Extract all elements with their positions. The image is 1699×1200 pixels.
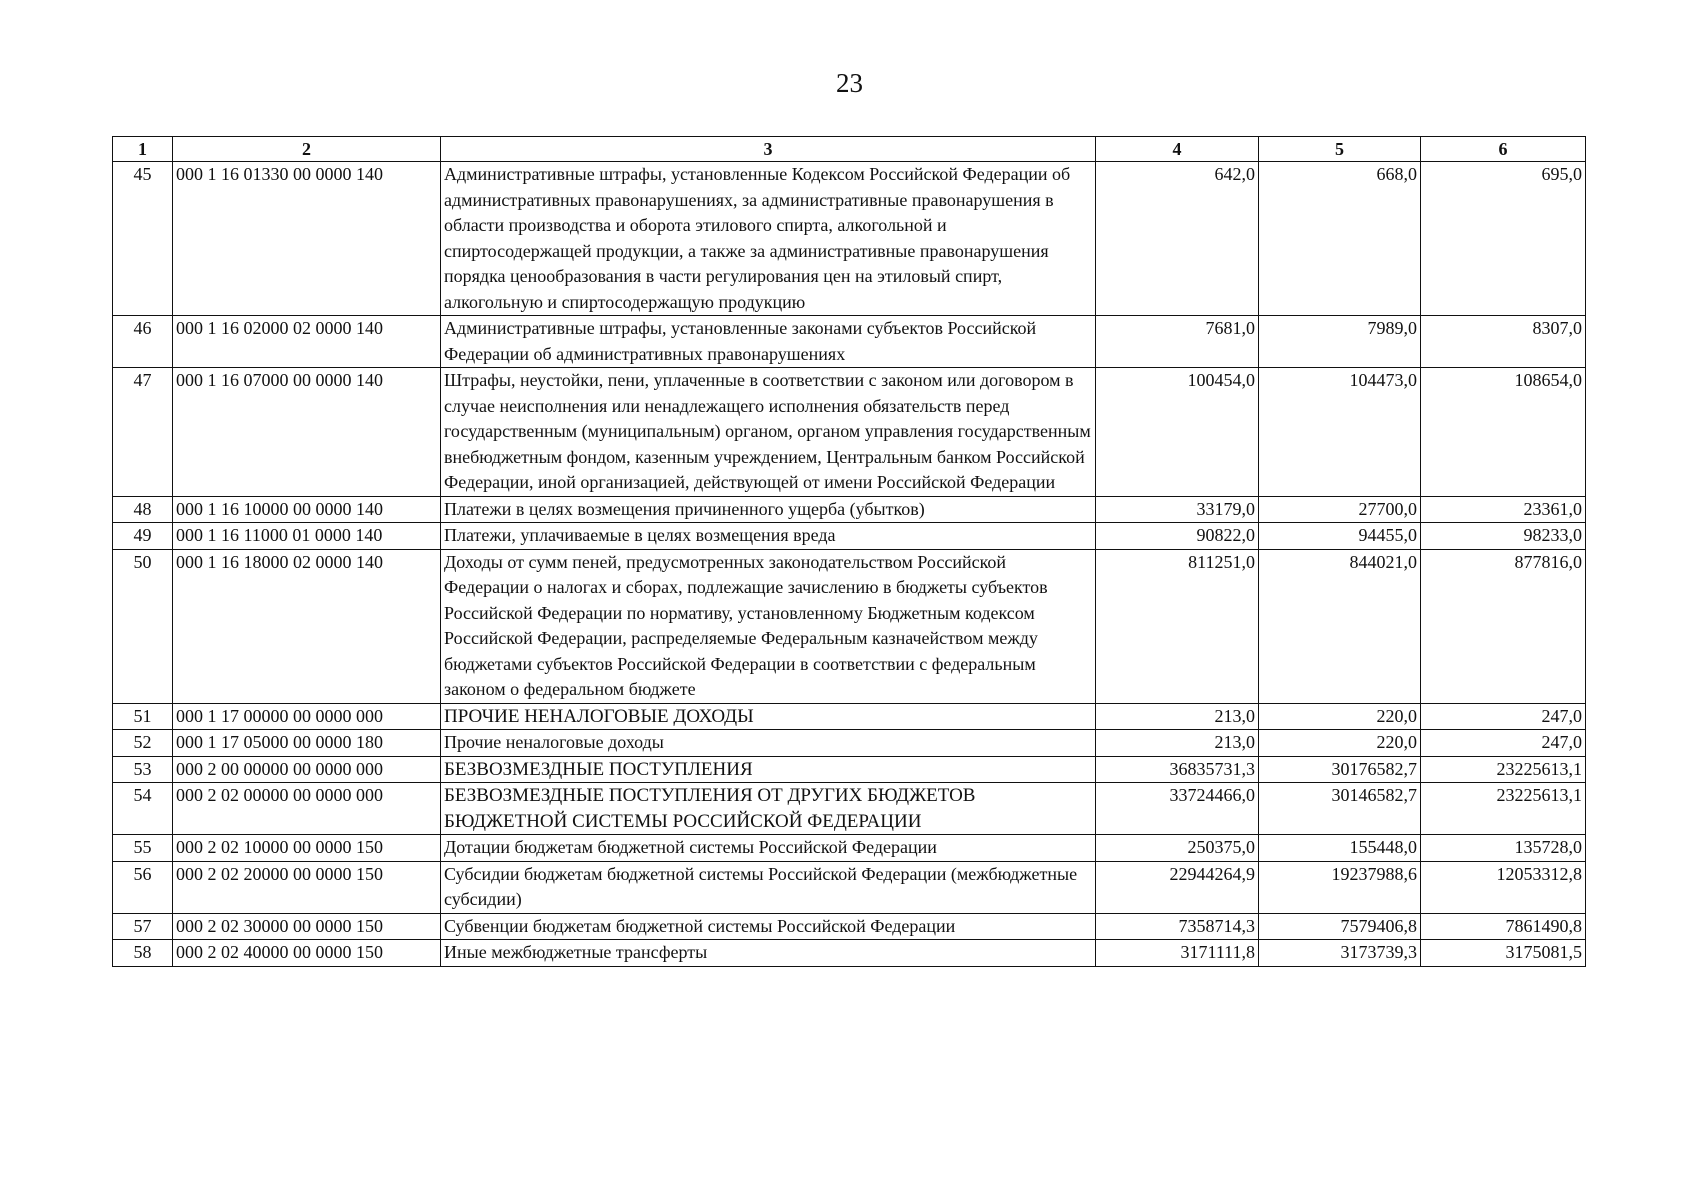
row-number: 45 [113, 162, 173, 316]
revenue-name: Платежи, уплачиваемые в целях возмещения вреда [441, 523, 1096, 550]
value-year-1: 100454,0 [1096, 368, 1259, 497]
table-row [113, 549, 1586, 703]
revenue-code: 000 2 02 40000 00 0000 150 [173, 940, 441, 967]
value-year-3: 23225613,1 [1421, 756, 1586, 783]
value-year-2: 668,0 [1259, 162, 1421, 316]
revenue-code: 000 1 16 01330 00 0000 140 [173, 162, 441, 316]
row-number: 50 [113, 549, 173, 703]
value-year-3: 3175081,5 [1421, 940, 1586, 967]
revenue-name: Прочие неналоговые доходы [441, 730, 1096, 757]
value-year-3: 12053312,8 [1421, 861, 1586, 913]
value-year-2: 155448,0 [1259, 835, 1421, 862]
table-row [113, 162, 1586, 316]
value-year-2: 30146582,7 [1259, 783, 1421, 835]
row-number: 56 [113, 861, 173, 913]
revenue-name: Иные межбюджетные трансферты [441, 940, 1096, 967]
value-year-3: 247,0 [1421, 730, 1586, 757]
value-year-2: 27700,0 [1259, 496, 1421, 523]
row-number: 54 [113, 783, 173, 835]
value-year-3: 98233,0 [1421, 523, 1586, 550]
revenue-name: БЕЗВОЗМЕЗДНЫЕ ПОСТУПЛЕНИЯ ОТ ДРУГИХ БЮДЖЕТОВ БЮДЖЕТНОЙ СИСТЕМЫ РОССИЙСКОЙ ФЕДЕРАЦИИ [441, 783, 1096, 835]
value-year-2: 19237988,6 [1259, 861, 1421, 913]
value-year-2: 220,0 [1259, 730, 1421, 757]
table-row [113, 756, 1586, 783]
value-year-1: 811251,0 [1096, 549, 1259, 703]
value-year-3: 877816,0 [1421, 549, 1586, 703]
value-year-1: 213,0 [1096, 730, 1259, 757]
table-row [113, 835, 1586, 862]
value-year-3: 108654,0 [1421, 368, 1586, 497]
row-number: 57 [113, 913, 173, 940]
table-row [113, 783, 1586, 835]
column-header: 1 [113, 137, 173, 162]
table-row [113, 496, 1586, 523]
column-header: 3 [441, 137, 1096, 162]
row-number: 58 [113, 940, 173, 967]
value-year-3: 135728,0 [1421, 835, 1586, 862]
row-number: 49 [113, 523, 173, 550]
value-year-3: 23225613,1 [1421, 783, 1586, 835]
row-number: 51 [113, 703, 173, 730]
revenue-name: Доходы от сумм пеней, предусмотренных законодательством Российской Федерации о налогах и сборах, подлежащие зачислению в бюджеты субъектов Российской Федерации по нормативу, установленному Бюджетным кодексом Российской Федерации, распределяемые Федеральным казначейством между бюджетами субъектов Российской Федерации в соответствии с федеральным законом о федеральном бюджете [441, 549, 1096, 703]
revenue-code: 000 2 02 20000 00 0000 150 [173, 861, 441, 913]
value-year-1: 213,0 [1096, 703, 1259, 730]
table-header-row [113, 137, 1586, 162]
column-header: 4 [1096, 137, 1259, 162]
value-year-3: 247,0 [1421, 703, 1586, 730]
table-row [113, 913, 1586, 940]
value-year-2: 94455,0 [1259, 523, 1421, 550]
revenue-name: Субсидии бюджетам бюджетной системы Российской Федерации (межбюджетные субсидии) [441, 861, 1096, 913]
value-year-1: 22944264,9 [1096, 861, 1259, 913]
column-header: 2 [173, 137, 441, 162]
value-year-2: 7579406,8 [1259, 913, 1421, 940]
budget-revenue-table [112, 136, 1586, 967]
table-row [113, 368, 1586, 497]
row-number: 55 [113, 835, 173, 862]
revenue-code: 000 1 16 10000 00 0000 140 [173, 496, 441, 523]
value-year-2: 104473,0 [1259, 368, 1421, 497]
revenue-name: ПРОЧИЕ НЕНАЛОГОВЫЕ ДОХОДЫ [441, 703, 1096, 730]
revenue-name: Административные штрафы, установленные законами субъектов Российской Федерации об административных правонарушениях [441, 316, 1096, 368]
revenue-code: 000 1 17 05000 00 0000 180 [173, 730, 441, 757]
value-year-1: 642,0 [1096, 162, 1259, 316]
value-year-3: 8307,0 [1421, 316, 1586, 368]
table-row [113, 703, 1586, 730]
table-row [113, 523, 1586, 550]
revenue-name: Платежи в целях возмещения причиненного ущерба (убытков) [441, 496, 1096, 523]
table-row [113, 316, 1586, 368]
revenue-code: 000 2 02 10000 00 0000 150 [173, 835, 441, 862]
value-year-3: 23361,0 [1421, 496, 1586, 523]
table-row [113, 861, 1586, 913]
column-header: 6 [1421, 137, 1586, 162]
value-year-2: 220,0 [1259, 703, 1421, 730]
value-year-2: 3173739,3 [1259, 940, 1421, 967]
value-year-1: 33179,0 [1096, 496, 1259, 523]
revenue-code: 000 2 02 30000 00 0000 150 [173, 913, 441, 940]
value-year-1: 7681,0 [1096, 316, 1259, 368]
revenue-name: БЕЗВОЗМЕЗДНЫЕ ПОСТУПЛЕНИЯ [441, 756, 1096, 783]
table-row [113, 940, 1586, 967]
row-number: 47 [113, 368, 173, 497]
revenue-code: 000 2 02 00000 00 0000 000 [173, 783, 441, 835]
revenue-name: Штрафы, неустойки, пени, уплаченные в соответствии с законом или договором в случае неисполнения или ненадлежащего исполнения обязательств перед государственным (муниципальным) органом, органом управления государственным внебюджетным фондом, казенным учреждением, Центральным банком Российской Федерации, иной организацией, действующей от имени Российской Федерации [441, 368, 1096, 497]
row-number: 48 [113, 496, 173, 523]
revenue-code: 000 2 00 00000 00 0000 000 [173, 756, 441, 783]
table-body [113, 162, 1586, 967]
value-year-1: 7358714,3 [1096, 913, 1259, 940]
value-year-3: 7861490,8 [1421, 913, 1586, 940]
revenue-name: Дотации бюджетам бюджетной системы Российской Федерации [441, 835, 1096, 862]
value-year-1: 33724466,0 [1096, 783, 1259, 835]
revenue-code: 000 1 17 00000 00 0000 000 [173, 703, 441, 730]
value-year-3: 695,0 [1421, 162, 1586, 316]
revenue-name: Административные штрафы, установленные Кодексом Российской Федерации об административных правонарушениях, за административные правонарушения в области производства и оборота этилового спирта, алкогольной и спиртосодержащей продукции, а также за административные правонарушения порядка ценообразования в части регулирования цен на этиловый спирт, алкогольную и спиртосодержащую продукцию [441, 162, 1096, 316]
value-year-1: 90822,0 [1096, 523, 1259, 550]
revenue-code: 000 1 16 11000 01 0000 140 [173, 523, 441, 550]
page-number: 23 [836, 68, 863, 98]
value-year-2: 7989,0 [1259, 316, 1421, 368]
row-number: 52 [113, 730, 173, 757]
row-number: 53 [113, 756, 173, 783]
value-year-1: 250375,0 [1096, 835, 1259, 862]
value-year-1: 36835731,3 [1096, 756, 1259, 783]
column-header: 5 [1259, 137, 1421, 162]
table-row [113, 730, 1586, 757]
value-year-2: 30176582,7 [1259, 756, 1421, 783]
revenue-code: 000 1 16 02000 02 0000 140 [173, 316, 441, 368]
value-year-2: 844021,0 [1259, 549, 1421, 703]
revenue-code: 000 1 16 07000 00 0000 140 [173, 368, 441, 497]
row-number: 46 [113, 316, 173, 368]
revenue-code: 000 1 16 18000 02 0000 140 [173, 549, 441, 703]
value-year-1: 3171111,8 [1096, 940, 1259, 967]
revenue-name: Субвенции бюджетам бюджетной системы Российской Федерации [441, 913, 1096, 940]
